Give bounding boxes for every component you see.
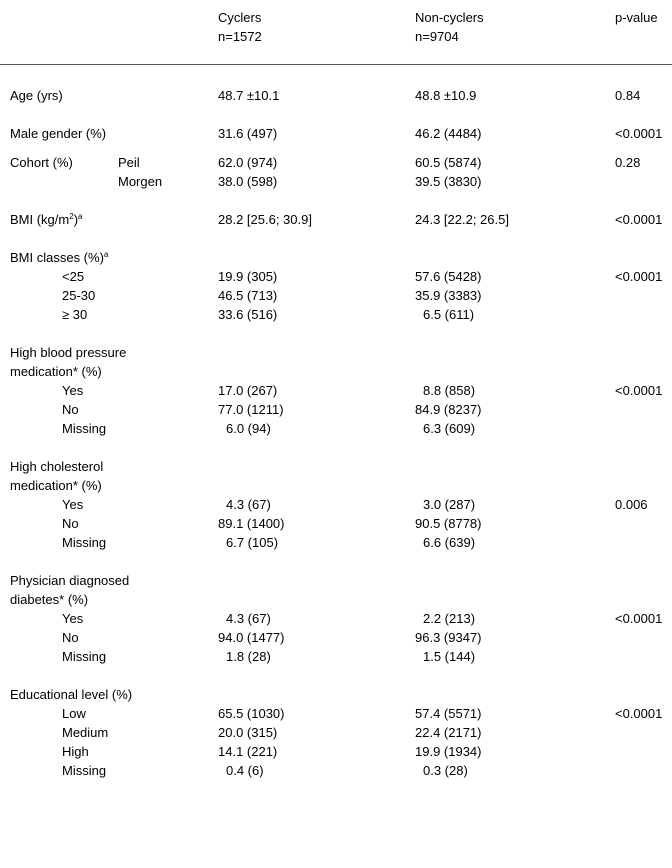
row-edu-missing-cyclers: 0.4 (6) <box>226 763 264 778</box>
row-diab-p: <0.0001 <box>615 611 663 626</box>
header-rule <box>0 64 672 65</box>
header-cyclers: Cyclers <box>218 10 262 25</box>
row-hbp-missing: Missing <box>62 421 107 436</box>
row-male-cyclers: 31.6 (497) <box>218 126 278 141</box>
header-pvalue: p-value <box>615 10 658 25</box>
row-diab-yes-cyclers: 4.3 (67) <box>226 611 271 626</box>
row-edu-missing-noncyclers: 0.3 (28) <box>423 763 468 778</box>
row-chol-yes-cyclers: 4.3 (67) <box>226 497 271 512</box>
row-male-label: Male gender (%) <box>10 126 107 141</box>
row-chol-yes-noncyclers: 3.0 (287) <box>423 497 476 512</box>
row-age-p: 0.84 <box>615 88 641 103</box>
row-edu-high-noncyclers: 19.9 (1934) <box>415 744 482 759</box>
row-edu-medium-noncyclers: 22.4 (2171) <box>415 725 482 740</box>
row-cohort-morgen: Morgen <box>118 174 163 189</box>
row-edu-missing: Missing <box>62 763 107 778</box>
row-edu-low-cyclers: 65.5 (1030) <box>218 706 285 721</box>
row-diab-label1: Physician diagnosed <box>10 573 130 588</box>
row-age-label: Age (yrs) <box>10 88 63 103</box>
row-hbp-missing-cyclers: 6.0 (94) <box>226 421 271 436</box>
row-bmiclass-r3-cyclers: 33.6 (516) <box>218 307 278 322</box>
row-cohort-peil-noncyclers: 60.5 (5874) <box>415 155 482 170</box>
row-edu-high-cyclers: 14.1 (221) <box>218 744 278 759</box>
row-diab-missing: Missing <box>62 649 107 664</box>
row-bmiclass-p: <0.0001 <box>615 269 663 284</box>
row-age-noncyclers: 48.8 ±10.9 <box>415 88 477 103</box>
row-diab-no-cyclers: 94.0 (1477) <box>218 630 285 645</box>
row-cohort-morgen-noncyclers: 39.5 (3830) <box>415 174 482 189</box>
row-edu-label: Educational level (%) <box>10 687 133 702</box>
header-cyclers-n: n=1572 <box>218 29 262 44</box>
row-chol-missing-noncyclers: 6.6 (639) <box>423 535 476 550</box>
row-cohort-p: 0.28 <box>615 155 641 170</box>
row-diab-missing-noncyclers: 1.5 (144) <box>423 649 476 664</box>
row-diab-yes-noncyclers: 2.2 (213) <box>423 611 476 626</box>
row-edu-medium: Medium <box>62 725 109 740</box>
row-bmiclass-r1-cyclers: 19.9 (305) <box>218 269 278 284</box>
row-chol-missing: Missing <box>62 535 107 550</box>
row-bmiclass-r3: ≥ 30 <box>62 307 88 322</box>
row-edu-medium-cyclers: 20.0 (315) <box>218 725 278 740</box>
header-noncyclers-n: n=9704 <box>415 29 459 44</box>
row-bmiclass-r3-noncyclers: 6.5 (611) <box>423 307 475 322</box>
row-chol-missing-cyclers: 6.7 (105) <box>226 535 279 550</box>
row-cohort-peil: Peil <box>118 155 140 170</box>
row-cohort-morgen-cyclers: 38.0 (598) <box>218 174 278 189</box>
row-chol-yes: Yes <box>62 497 84 512</box>
row-male-p: <0.0001 <box>615 126 663 141</box>
row-edu-high: High <box>62 744 89 759</box>
row-hbp-no-cyclers: 77.0 (1211) <box>218 402 284 417</box>
row-chol-label2: medication* (%) <box>10 478 102 493</box>
row-bmiclass-r1: <25 <box>62 269 85 284</box>
row-edu-p: <0.0001 <box>615 706 663 721</box>
row-hbp-missing-noncyclers: 6.3 (609) <box>423 421 476 436</box>
row-diab-missing-cyclers: 1.8 (28) <box>226 649 271 664</box>
row-chol-no-noncyclers: 90.5 (8778) <box>415 516 482 531</box>
row-chol-no: No <box>62 516 79 531</box>
row-bmi-cyclers: 28.2 [25.6; 30.9] <box>218 212 312 227</box>
row-bmiclass-r2: 25-30 <box>62 288 96 303</box>
row-hbp-yes-cyclers: 17.0 (267) <box>218 383 278 398</box>
row-hbp-no-noncyclers: 84.9 (8237) <box>415 402 482 417</box>
row-diab-yes: Yes <box>62 611 84 626</box>
row-hbp-yes-noncyclers: 8.8 (858) <box>423 383 476 398</box>
row-hbp-no: No <box>62 402 79 417</box>
row-cohort-peil-cyclers: 62.0 (974) <box>218 155 278 170</box>
row-cohort-label: Cohort (%) <box>10 155 73 170</box>
row-age-cyclers: 48.7 ±10.1 <box>218 88 280 103</box>
row-chol-label1: High cholesterol <box>10 459 104 474</box>
header-noncyclers: Non-cyclers <box>415 10 484 25</box>
row-diab-label2: diabetes* (%) <box>10 592 89 607</box>
row-bmi-label: BMI $(kg/m^2)^a$ <box>10 212 83 227</box>
row-diab-no: No <box>62 630 79 645</box>
row-hbp-label2: medication* (%) <box>10 364 102 379</box>
row-bmiclass-r2-noncyclers: 35.9 (3383) <box>415 288 482 303</box>
row-bmi-noncyclers: 24.3 [22.2; 26.5] <box>415 212 509 227</box>
row-diab-no-noncyclers: 96.3 (9347) <box>415 630 482 645</box>
row-bmiclass-r1-noncyclers: 57.6 (5428) <box>415 269 482 284</box>
row-hbp-yes: Yes <box>62 383 84 398</box>
row-bmi-p: <0.0001 <box>615 212 663 227</box>
row-chol-no-cyclers: 89.1 (1400) <box>218 516 285 531</box>
row-hbp-p: <0.0001 <box>615 383 663 398</box>
row-chol-p: 0.006 <box>615 497 648 512</box>
row-bmiclass-label: BMI classes (%)$^a$ <box>10 250 109 265</box>
row-edu-low-noncyclers: 57.4 (5571) <box>415 706 482 721</box>
row-male-noncyclers: 46.2 (4484) <box>415 126 482 141</box>
row-bmiclass-r2-cyclers: 46.5 (713) <box>218 288 278 303</box>
row-edu-low: Low <box>62 706 86 721</box>
row-hbp-label1: High blood pressure <box>10 345 127 360</box>
